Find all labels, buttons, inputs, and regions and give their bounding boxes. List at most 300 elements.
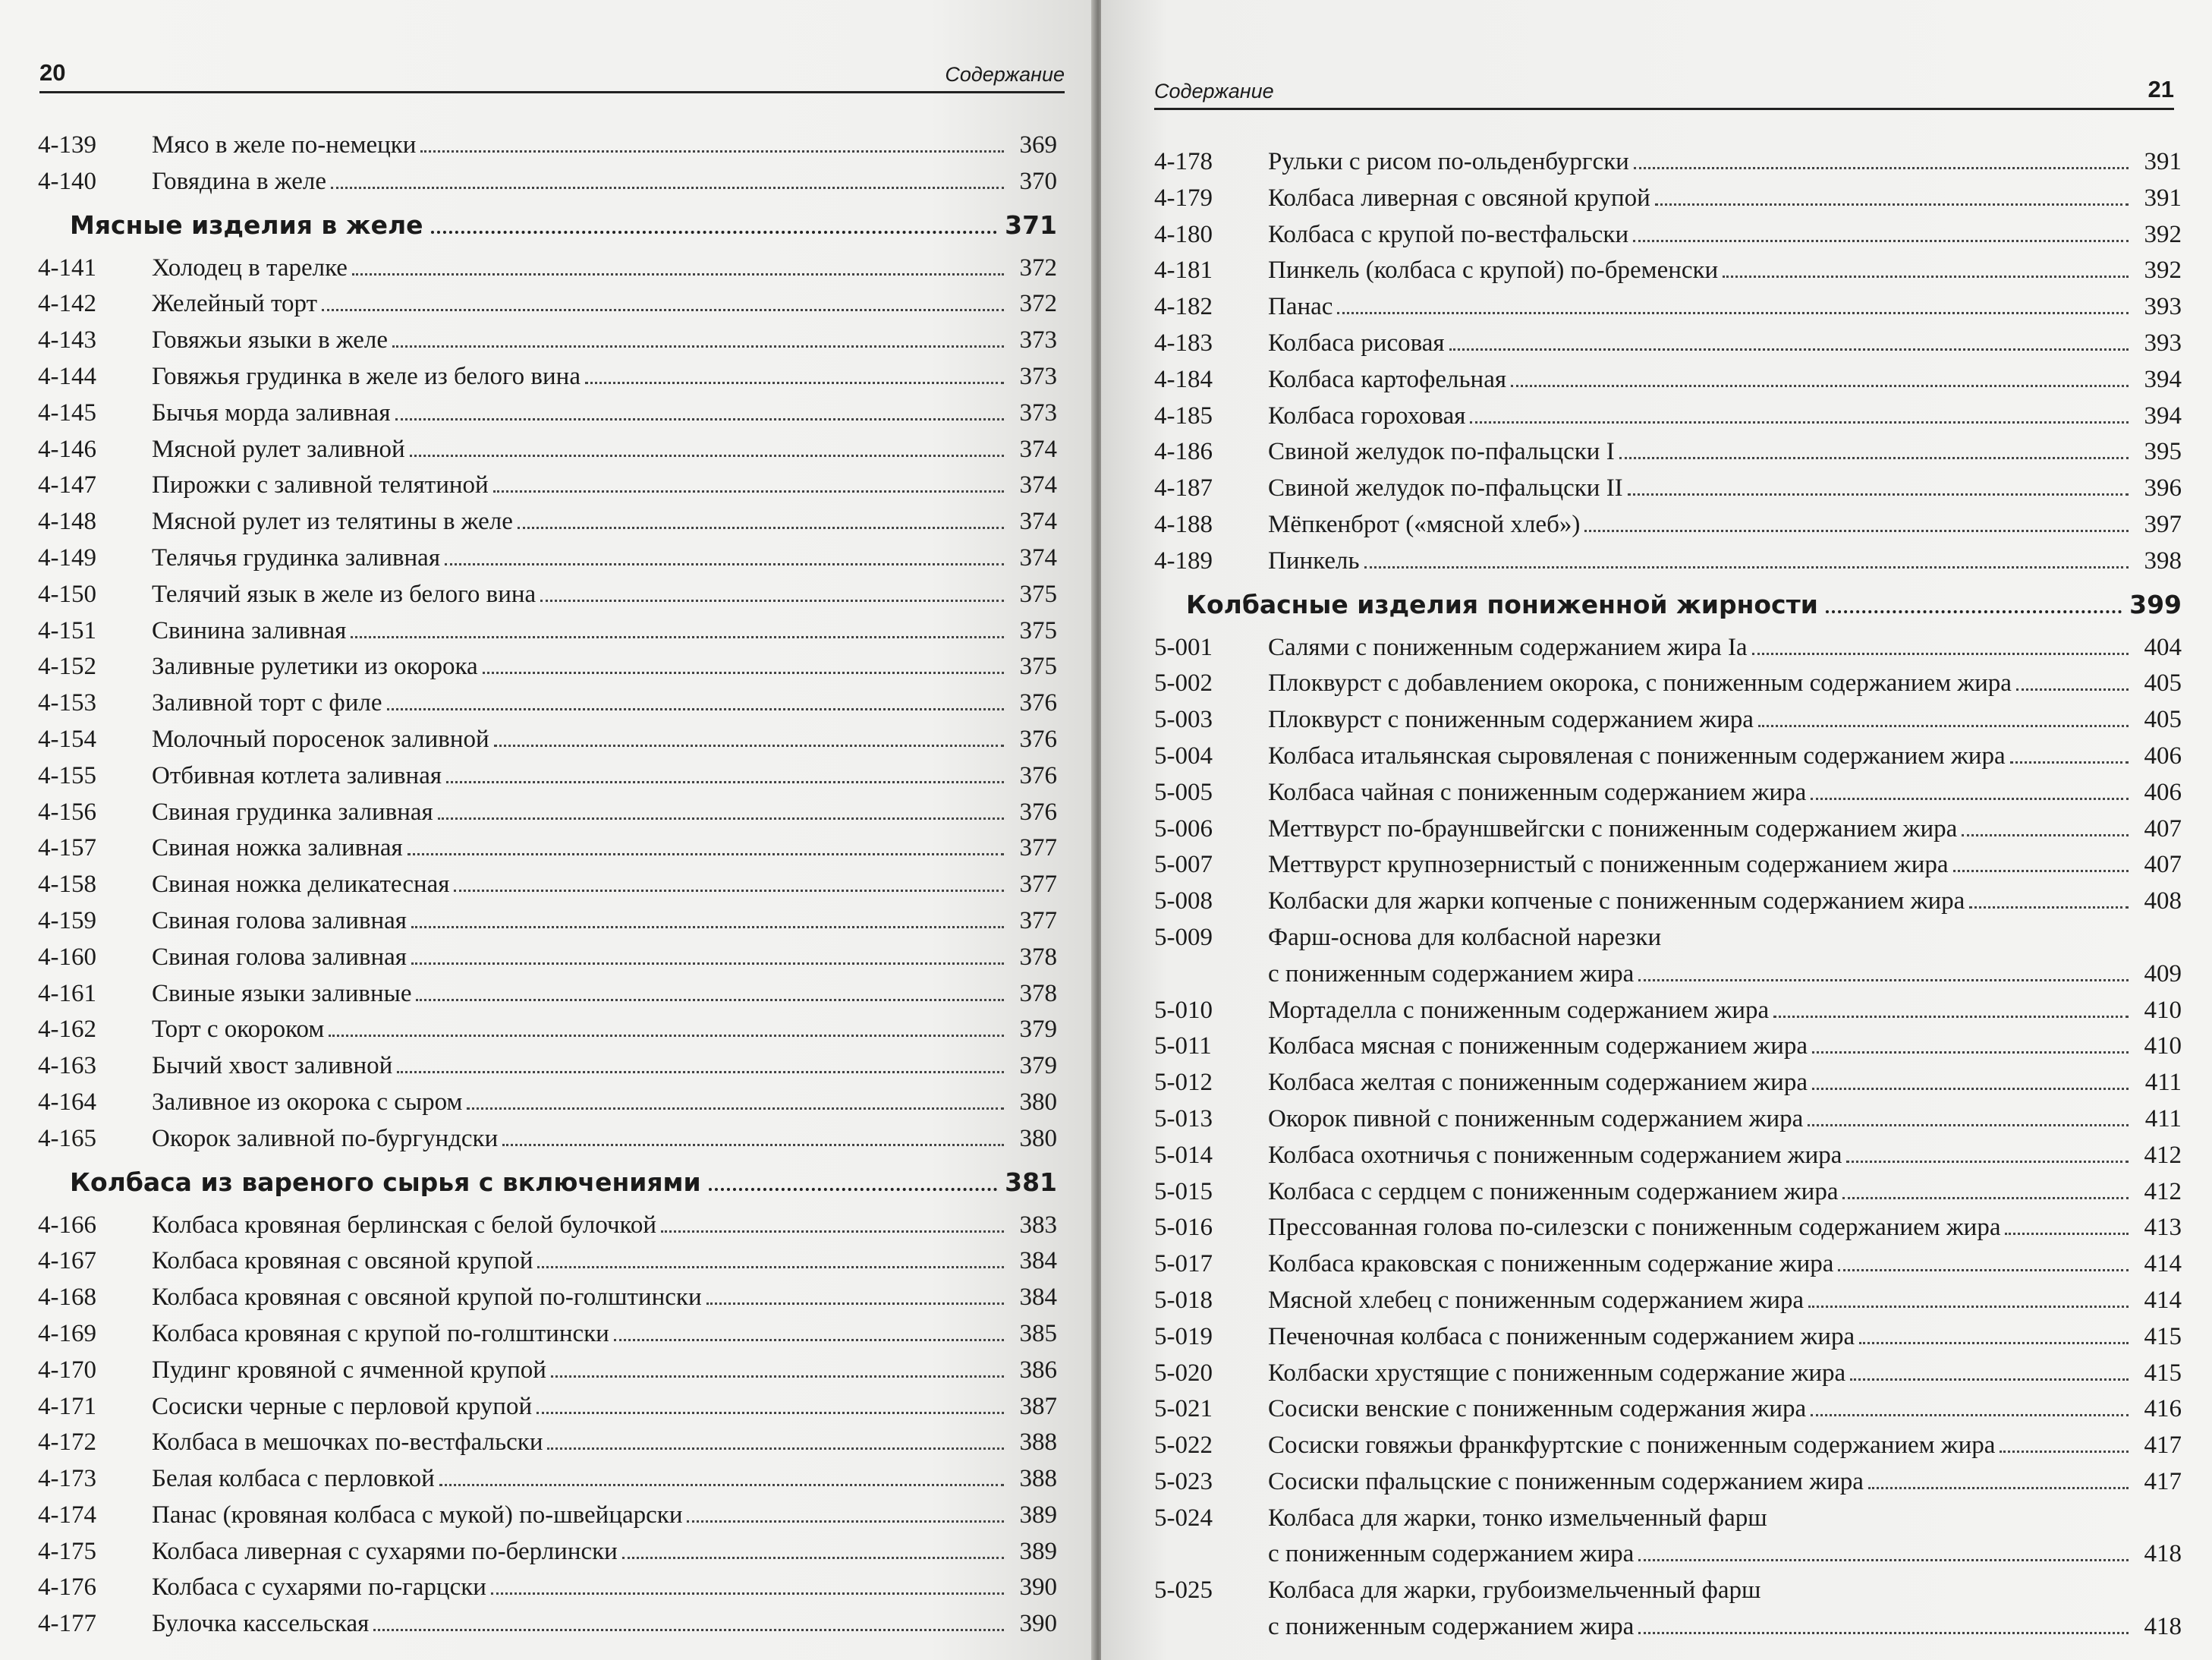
dot-leader [1773,997,2129,1018]
entry-code: 5-015 [1154,1177,1213,1205]
entry-code: 4-164 [38,1088,96,1116]
entry-code: 4-179 [1154,184,1213,212]
entry-title: Сосиски пфальцские с пониженным содержанием жира [1268,1467,1864,1495]
entry-page: 376 [1019,689,1057,717]
entry-page: 385 [1019,1319,1057,1347]
dot-leader [467,1088,1004,1110]
toc-entry [38,1498,1057,1534]
dot-leader [502,1125,1004,1146]
entry-page: 393 [2144,293,2182,321]
entry-title: Окорок пивной с пониженным содержанием жира [1268,1104,1804,1132]
entry-title-line1: Колбаса для жарки, грубоизмельченный фарш [1268,1577,1761,1605]
entry-page: 407 [2144,814,2182,843]
toc-block [38,128,1057,200]
entry-page: 411 [2144,1069,2182,1097]
entry-page: 394 [2144,402,2182,430]
entry-code: 4-145 [38,398,96,427]
dot-leader [1850,1359,2129,1381]
entry-page: 380 [1019,1124,1057,1152]
entry-title: Пинкель [1268,547,1360,575]
entry-title: Говяжья грудинка в желе из белого вина [152,362,581,390]
dot-leader [1846,1142,2129,1163]
entry-page: 387 [1019,1392,1057,1420]
dot-leader [706,1284,1004,1305]
toc-entry [1154,920,2182,993]
toc-section-heading [1154,583,2182,627]
entry-code: 4-140 [38,167,96,195]
entry-title: Колбаса с крупой по-вестфальски [1268,220,1629,248]
entry-title: Молочный поросенок заливной [152,725,489,753]
entry-title: Колбаса кровяная берлинская с белой булочкой [152,1211,657,1239]
dot-leader [540,581,1004,602]
entry-page: 383 [1019,1211,1057,1239]
entry-title: Панас (кровяная колбаса с мукой) по-швейцарски [152,1501,683,1529]
entry-code: 5-023 [1154,1467,1213,1495]
toc-block [38,250,1057,1158]
entry-code: 5-003 [1154,706,1213,734]
entry-code: 4-147 [38,471,96,499]
dot-leader [1838,1250,2129,1271]
toc-block [1154,993,2182,1501]
entry-title: Мясной рулет из телятины в желе [152,508,513,536]
toc-entry [1154,471,2182,507]
toc-entry [1154,253,2182,289]
entry-title: Мясо в желе по-немецки [152,131,417,159]
dot-leader [1812,1069,2129,1090]
toc-entry [38,164,1057,200]
toc-entry [38,685,1057,722]
dot-leader [1638,960,2129,981]
entry-title: Говяжьи языки в желе [152,326,389,354]
entry-page: 373 [1019,362,1057,390]
entry-title: Колбаса гороховая [1268,402,1466,430]
toc-entry [38,540,1057,577]
entry-page: 390 [1019,1610,1057,1638]
dot-leader [392,326,1004,348]
entry-title: Сосиски говяжьи франкфуртские с пониженным содержанием жира [1268,1432,1996,1460]
dot-leader [1752,634,2129,655]
toc-entry [38,359,1057,395]
entry-title: Прессованная голова по-силезски с пониженным содержанием жира [1268,1214,2001,1242]
entry-page: 397 [2144,510,2182,538]
entry-code: 4-154 [38,725,96,753]
entry-title: Бычья морда заливная [152,398,391,427]
dot-leader [687,1501,1004,1523]
section-page: 371 [1005,209,1057,240]
entry-page: 393 [2144,329,2182,357]
entry-code: 4-161 [38,979,96,1007]
toc-entry [38,1208,1057,1244]
dot-leader [622,1538,1004,1559]
entry-title: Колбаса картофельная [1268,365,1507,393]
entry-page: 373 [1019,398,1057,427]
toc-entry [1154,702,2182,739]
entry-title: Мортаделла с пониженным содержанием жира [1268,996,1770,1024]
entry-title-line2-row [1268,1609,2182,1646]
section-page: 399 [2129,589,2182,619]
dot-leader [1808,1105,2129,1126]
toc-entry [1154,811,2182,848]
dot-leader [454,871,1004,892]
toc-entry [1154,507,2182,543]
entry-code: 4-148 [38,508,96,536]
toc-section-heading [38,203,1057,247]
entry-title: Свинина заливная [152,616,347,644]
entry-title: Свиная голова заливная [152,906,407,934]
dot-leader [1638,1541,2129,1562]
entry-title: Свиной желудок по-пфальцски II [1268,474,1623,502]
toc-entry [38,1085,1057,1121]
entry-code: 4-151 [38,616,96,644]
entry-title: Телячий язык в желе из белого вина [152,580,536,608]
entry-code: 5-016 [1154,1214,1213,1242]
entry-page: 408 [2144,887,2182,915]
dot-leader [411,943,1004,965]
dot-leader [1758,706,2129,727]
entry-page: 389 [1019,1501,1057,1529]
entry-title-line2-row [1268,1536,2182,1573]
entry-code: 4-171 [38,1392,96,1420]
toc-entry [38,940,1057,976]
toc-entry [38,1048,1057,1085]
toc-section-heading [38,1161,1057,1205]
entry-code: 4-156 [38,798,96,826]
entry-code: 5-009 [1154,923,1213,951]
entry-title: Булочка кассельская [152,1610,370,1638]
dot-leader [537,1248,1004,1269]
dot-leader [1619,439,2129,460]
entry-code: 4-170 [38,1356,96,1384]
toc-entry [38,1316,1057,1353]
dot-leader [661,1211,1004,1233]
entry-code: 4-188 [1154,510,1213,538]
entry-code: 5-014 [1154,1141,1213,1169]
entry-code: 4-150 [38,580,96,608]
entry-code: 4-189 [1154,547,1213,575]
dot-leader [1962,815,2129,836]
dot-leader [352,254,1004,276]
entry-code: 4-177 [38,1610,96,1638]
entry-title: Колбаса чайная с пониженным содержанием жира [1268,778,1807,806]
entry-page: 375 [1019,653,1057,681]
dot-leader [439,1465,1004,1486]
entry-page: 416 [2144,1395,2182,1423]
toc-entry [1154,181,2182,217]
entry-page: 392 [2144,220,2182,248]
entry-page: 404 [2144,633,2182,661]
entry-page: 372 [1019,290,1057,318]
entry-page: 407 [2144,851,2182,879]
toc-entry [38,504,1057,540]
entry-code: 5-008 [1154,887,1213,915]
entry-title: Свиная грудинка заливная [152,798,433,826]
dot-leader [416,980,1004,1001]
dot-leader [387,689,1004,710]
entry-title: Заливной торт с филе [152,689,382,717]
entry-page: 378 [1019,979,1057,1007]
dot-leader [1337,293,2129,314]
dot-leader [445,544,1004,565]
toc-entry [38,468,1057,504]
dot-leader [411,907,1004,928]
dot-leader [1364,547,2129,569]
entry-title: Колбаски для жарки копченые с пониженным содержанием жира [1268,887,1965,915]
entry-page: 376 [1019,725,1057,753]
entry-code: 4-142 [38,290,96,318]
entry-title: Меттвурст по-брауншвейгски с пониженным содержанием жира [1268,814,1958,843]
entry-page: 398 [2144,547,2182,575]
entry-page: 376 [1019,761,1057,789]
dot-leader [397,1052,1004,1073]
entry-page: 406 [2144,742,2182,770]
toc-entry [38,286,1057,323]
dot-leader [329,1016,1004,1038]
entry-page: 379 [1019,1016,1057,1044]
toc-entry [38,1606,1057,1643]
toc-entry [1154,1174,2182,1211]
dot-leader [2016,670,2129,691]
entry-code: 4-158 [38,871,96,899]
entry-code: 4-182 [1154,293,1213,321]
entry-page: 411 [2144,1104,2182,1132]
entry-page: 375 [1019,616,1057,644]
dot-leader [1584,511,2129,532]
entry-page: 410 [2144,1032,2182,1060]
toc-entry [1154,630,2182,666]
entry-code: 4-174 [38,1501,96,1529]
entry-page: 414 [2144,1250,2182,1278]
toc-entry [1154,847,2182,884]
entry-page: 388 [1019,1465,1057,1493]
entry-title-line1: Фарш-основа для колбасной нарезки [1268,923,1662,951]
entry-code: 4-180 [1154,220,1213,248]
dot-leader [709,1170,997,1190]
entry-page: 373 [1019,326,1057,354]
dot-leader [420,131,1004,153]
toc-entry [1154,739,2182,775]
dot-leader [1859,1323,2129,1344]
toc-left [38,128,1057,1643]
entry-title: Салями с пониженным содержанием жира Ia [1268,633,1748,661]
entry-page: 409 [2144,959,2182,987]
dot-leader [446,762,1004,783]
entry-title: Заливное из окорока с сыром [152,1088,463,1116]
entry-code: 4-184 [1154,365,1213,393]
toc-block [1154,630,2182,920]
entry-page: 376 [1019,798,1057,826]
entry-page: 396 [2144,474,2182,502]
entry-code: 5-019 [1154,1322,1213,1350]
toc-entry [38,323,1057,359]
entry-title: Мясной хлебец с пониженным содержанием жира [1268,1286,1805,1314]
entry-title: Свиная голова заливная [152,943,407,971]
toc-entry [1154,543,2182,580]
entry-title: Колбаса с сердцем с пониженным содержанием жира [1268,1177,1839,1205]
toc-entry [38,830,1057,867]
entry-title: Свиной желудок по-пфальцски I [1268,438,1615,466]
entry-page: 390 [1019,1573,1057,1602]
toc-entry [38,903,1057,940]
page-number: 21 [2147,76,2174,102]
entry-code: 5-010 [1154,996,1213,1024]
entry-page: 412 [2144,1177,2182,1205]
toc-entry [38,1353,1057,1389]
dot-leader [322,291,1004,312]
entry-title: Холодец в тарелке [152,254,348,282]
toc-entry [1154,775,2182,811]
entry-title: Плоквурст с добавлением окорока, с пониженным содержанием жира [1268,669,2012,698]
entry-code: 5-022 [1154,1432,1213,1460]
entry-page: 414 [2144,1286,2182,1314]
entry-page: 386 [1019,1356,1057,1384]
entry-code: 4-178 [1154,148,1213,175]
entry-title: Колбаса мясная с пониженным содержанием жира [1268,1032,1808,1060]
entry-page: 388 [1019,1428,1057,1457]
entry-title: Телячья грудинка заливная [152,543,440,572]
entry-title: Колбаса кровяная с крупой по-голштински [152,1319,609,1347]
toc-entry [38,1534,1057,1570]
entry-code: 4-173 [38,1465,96,1493]
entry-page: 377 [1019,834,1057,862]
section-page: 381 [1005,1167,1057,1197]
page-number: 20 [39,59,66,86]
section-title: Колбасные изделия пониженной жирности [1186,589,1818,619]
entry-code: 4-146 [38,435,96,463]
entry-title-line2: с пониженным содержанием жира [1268,959,1635,987]
entry-title-line2: с пониженным содержанием жира [1268,1613,1635,1641]
entry-page: 384 [1019,1247,1057,1275]
entry-page: 418 [2144,1613,2182,1641]
section-title: Мясные изделия в желе [70,209,423,240]
toc-entry [38,1425,1057,1461]
entry-title: Колбаса охотничья с пониженным содержанием жира [1268,1141,1842,1169]
running-head-left [39,47,1065,93]
dot-leader [373,1611,1004,1632]
entry-code: 5-018 [1154,1286,1213,1314]
toc-entry [1154,1101,2182,1138]
dot-leader [1628,474,2129,496]
toc-entry [38,1121,1057,1158]
entry-code: 4-163 [38,1052,96,1080]
dot-leader [1811,1396,2129,1417]
entry-code: 5-006 [1154,814,1213,843]
entry-title: Заливные рулетики из окорока [152,653,478,681]
dot-leader [1723,257,2129,279]
entry-code: 4-143 [38,326,96,354]
toc-entry [38,250,1057,287]
entry-code: 4-149 [38,543,96,572]
toc-entry [1154,1464,2182,1501]
entry-page: 374 [1019,435,1057,463]
toc-entry [1154,144,2182,181]
toc-entry [1154,1210,2182,1246]
entry-code: 5-012 [1154,1069,1213,1097]
entry-code: 5-002 [1154,669,1213,698]
entry-code: 5-004 [1154,742,1213,770]
entry-page: 374 [1019,508,1057,536]
toc-entry [1154,1028,2182,1065]
entry-code: 4-176 [38,1573,96,1602]
entry-code: 5-005 [1154,778,1213,806]
entry-code: 4-162 [38,1016,96,1044]
running-head-title: Содержание [945,63,1065,86]
dot-leader [1638,1613,2129,1634]
dot-leader [1808,1287,2129,1308]
dot-leader [1811,779,2129,800]
dot-leader [2005,1214,2129,1236]
dot-leader [410,436,1004,457]
entry-page: 380 [1019,1088,1057,1116]
entry-page: 394 [2144,365,2182,393]
dot-leader [1470,402,2129,424]
entry-title: Торт с окороком [152,1016,325,1044]
entry-title-line2-row [1268,956,2182,993]
entry-title: Печеночная колбаса с пониженным содержанием жира [1268,1322,1855,1350]
entry-title: Сосиски черные с перловой крупой [152,1392,533,1420]
entry-title: Колбаса ливерная с сухарями по-берлински [152,1537,618,1565]
toc-entry [38,128,1057,164]
dot-leader [494,726,1004,747]
entry-page: 395 [2144,438,2182,466]
entry-code: 4-160 [38,943,96,971]
dot-leader [1812,1033,2129,1054]
entry-title: Колбаса с сухарями по-гарцски [152,1573,486,1602]
dot-leader [1842,1178,2129,1199]
entry-title: Свиная ножка заливная [152,834,403,862]
entry-code: 4-172 [38,1428,96,1457]
entry-title: Панас [1268,293,1333,321]
entry-code: 4-175 [38,1537,96,1565]
dot-leader [518,508,1004,529]
entry-title: Мясной рулет заливной [152,435,405,463]
entry-page: 374 [1019,543,1057,572]
entry-title: Желейный торт [152,290,318,318]
entry-title: Плоквурст с пониженным содержанием жира [1268,706,1754,734]
entry-title-wrap [1268,920,2182,993]
dot-leader [1868,1468,2129,1489]
entry-code: 4-169 [38,1319,96,1347]
entry-code: 5-007 [1154,851,1213,879]
entry-page: 377 [1019,906,1057,934]
dot-leader [585,363,1004,384]
entry-code: 4-168 [38,1284,96,1312]
entry-code: 4-144 [38,362,96,390]
toc-entry [38,432,1057,468]
running-head-right [1154,64,2174,110]
dot-leader [483,654,1004,675]
entry-code: 5-011 [1154,1032,1212,1060]
dot-leader [1633,221,2129,242]
dot-leader [536,1393,1004,1414]
entry-page: 417 [2144,1432,2182,1460]
entry-page: 410 [2144,996,2182,1024]
entry-code: 5-021 [1154,1395,1213,1423]
entry-code: 4-186 [1154,438,1213,466]
entry-code: 5-017 [1154,1250,1213,1278]
dot-leader [491,1574,1004,1595]
entry-code: 4-167 [38,1247,96,1275]
entry-page: 417 [2144,1467,2182,1495]
entry-title: Колбаски хрустящие с пониженным содержание жира [1268,1359,1846,1387]
entry-code: 5-025 [1154,1577,1213,1605]
toc-entry [1154,1319,2182,1356]
toc-block [1154,144,2182,580]
entry-title: Колбаса желтая с пониженным содержанием жира [1268,1069,1808,1097]
toc-entry [1154,1501,2182,1573]
entry-code: 4-185 [1154,402,1213,430]
toc-entry [1154,289,2182,326]
entry-title: Рульки с рисом по-ольденбургски [1268,148,1629,175]
